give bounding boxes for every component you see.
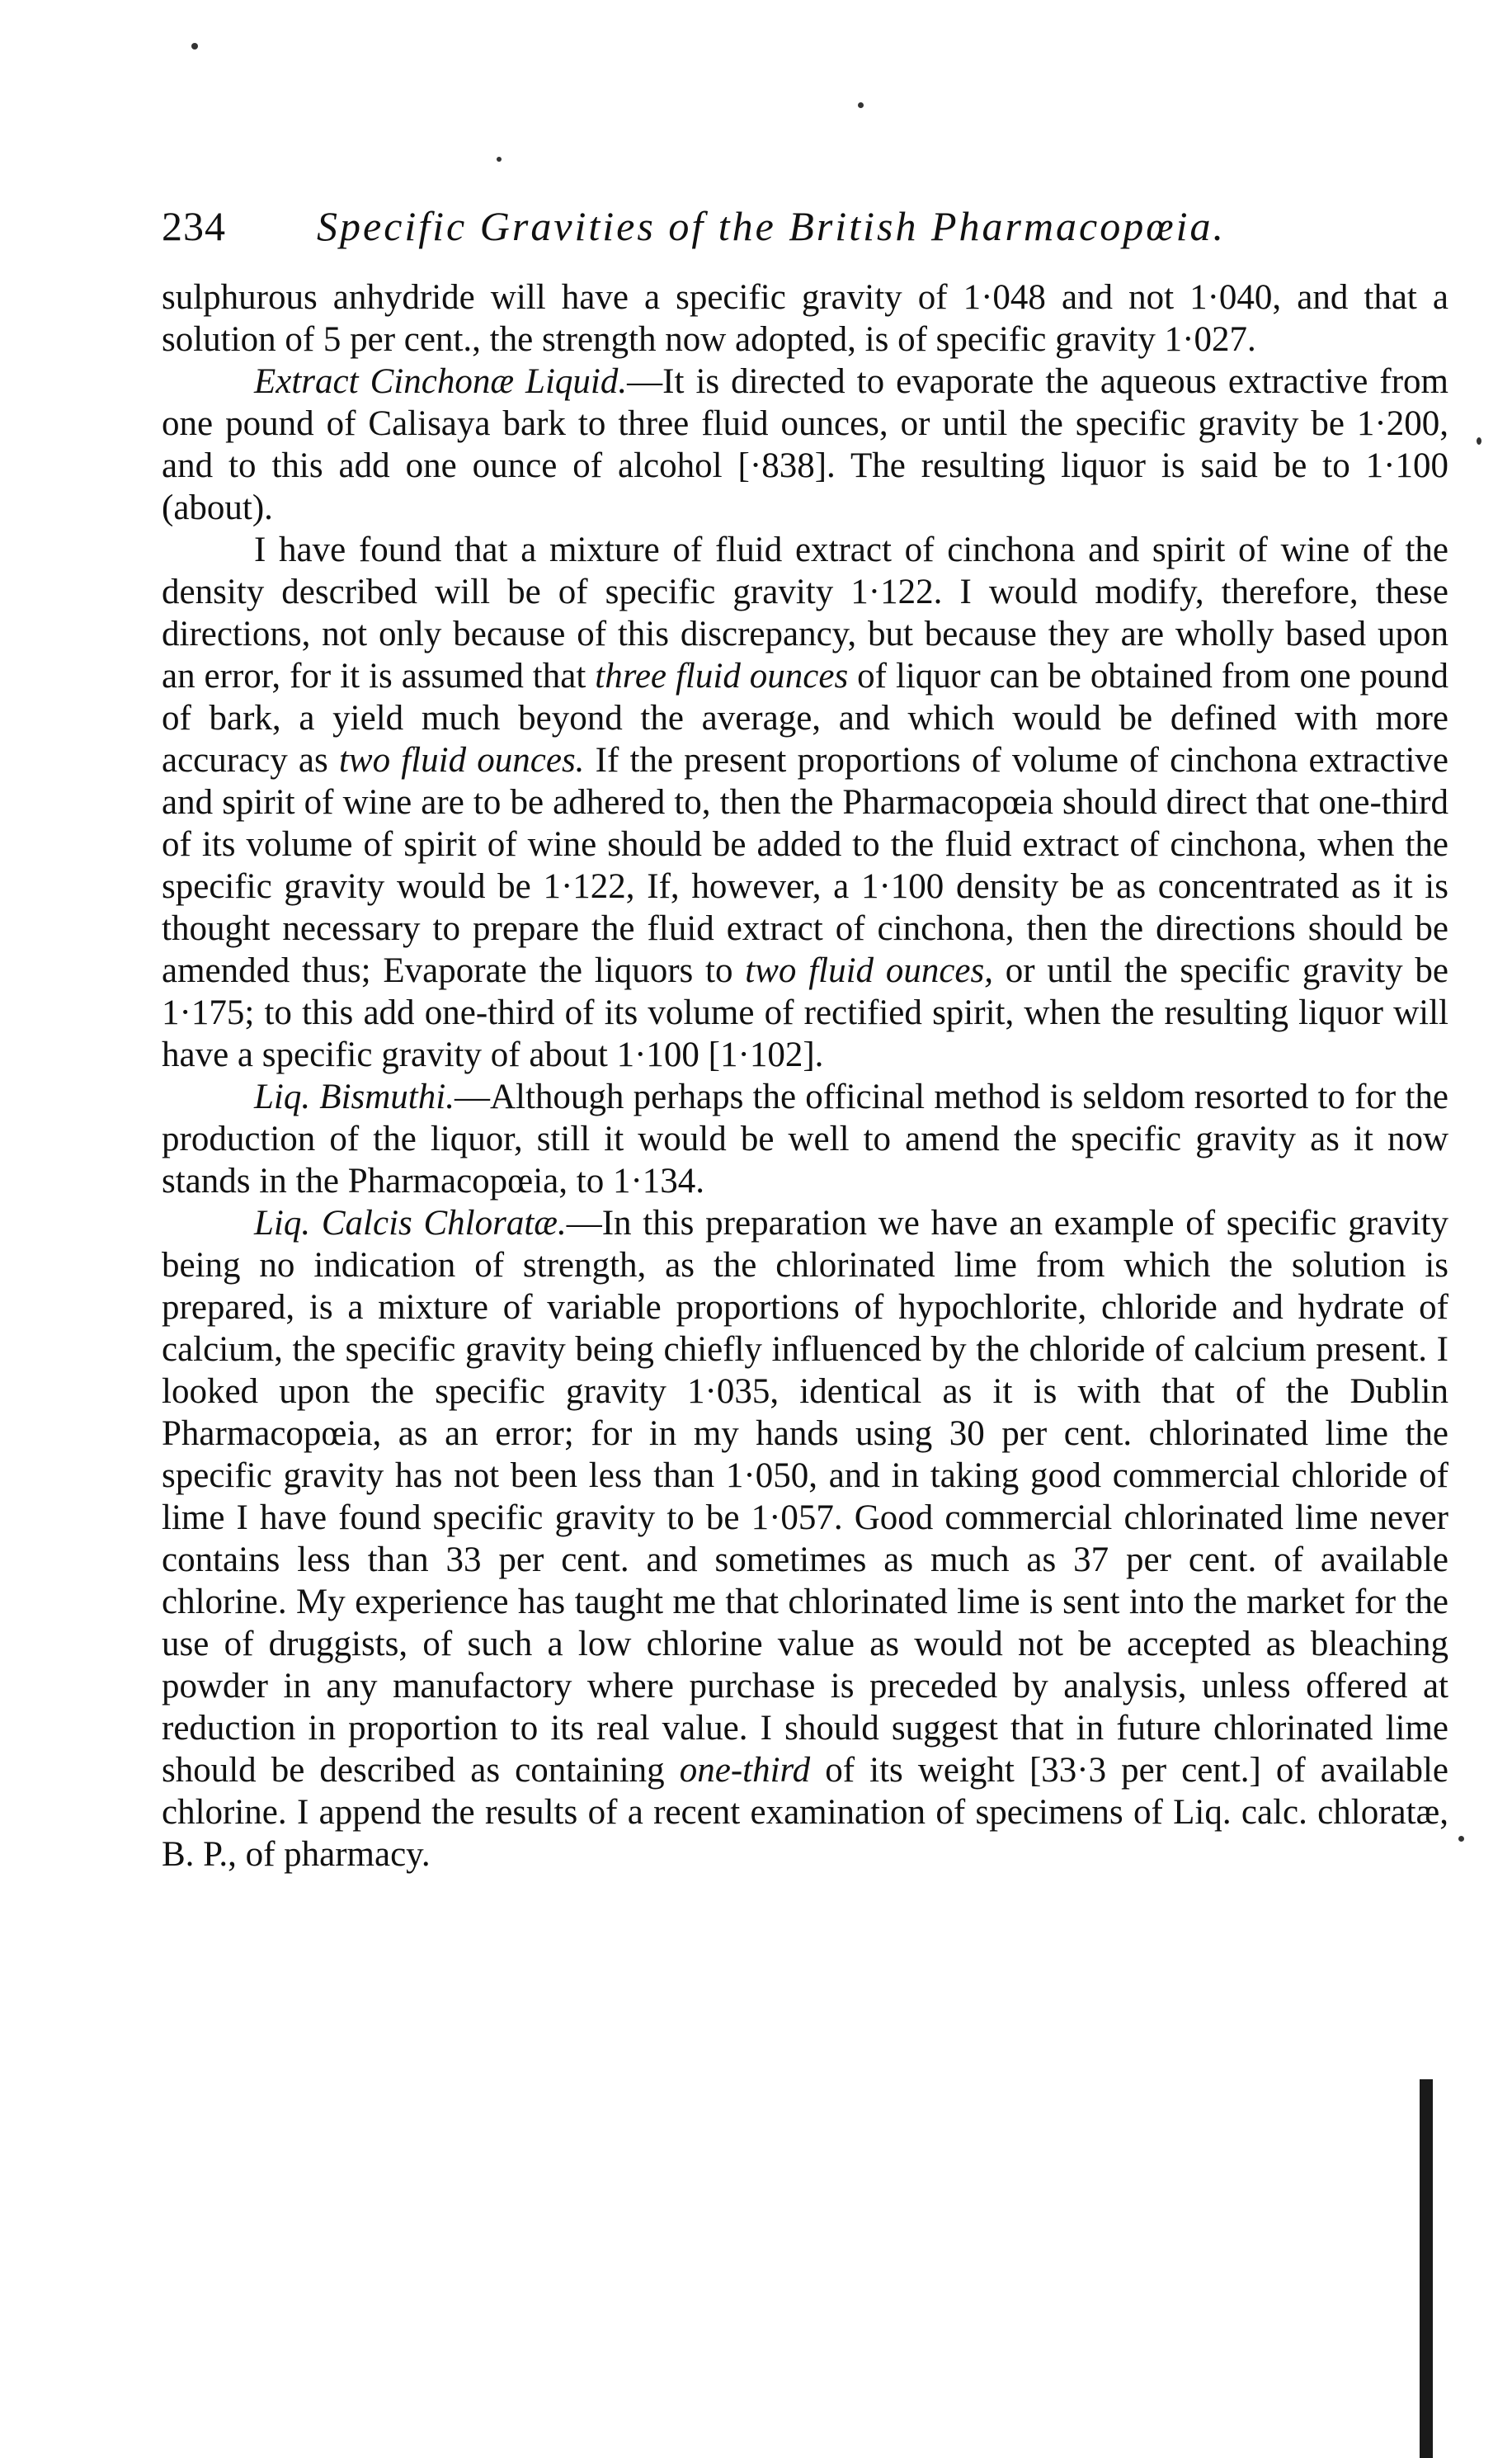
italic-text: Liq. Bismuthi.: [254, 1078, 455, 1116]
binding-shadow: [1420, 2079, 1433, 2458]
ink-speck: [1477, 437, 1481, 445]
ink-speck: [191, 43, 198, 50]
ink-speck: [858, 102, 864, 108]
ink-speck: [497, 157, 502, 162]
italic-text: Liq. Calcis Chloratæ.: [254, 1204, 567, 1243]
italic-text: one-third: [679, 1751, 811, 1790]
text-run: —Although perhaps the officinal method is seldom resorted to for the production of the liquor, still it would be well to amend the specific gravity as it now stands in the Pharmacopœia, to 1·134.: [162, 1078, 1448, 1201]
paragraph: [162, 1202, 1448, 1875]
page-header: [162, 202, 1448, 262]
text-run: —It is directed to evaporate the aqueous extractive from one pound of Calisaya bark to three fluid ounces, or until the specific gravity be 1·200, and to this add one ounce of alcohol [·838]. The resulting liquor is said be to 1·100 (about).: [162, 362, 1448, 527]
ink-speck: [1458, 1836, 1464, 1842]
italic-text: two fluid ounces.: [338, 741, 585, 780]
paragraph: [162, 529, 1448, 1076]
text-run: or until the specific gravity be 1·175; to this add one-third of its volume of rectified spirit, when the resulting liquor will have a specific gravity of about 1·100 [1·102].: [162, 951, 1448, 1074]
text-run: of liquor can be obtained from one pound of bark, a yield much beyond the average, and which would be defined with more accuracy as: [162, 657, 1448, 780]
body-text: [162, 276, 1448, 1875]
text-run: I have found that a mixture of fluid extract of cinchona and spirit of wine of the density described will be of specific gravity 1·122. I would modify, therefore, these directions, not only because of this discrepancy, but because they are wholly based upon an error, for it is assumed that: [162, 531, 1448, 696]
text-run: If the present proportions of volume of cinchona extractive and spirit of wine are to be adhered to, then the Pharmacopœia should direct that one-third of its volume of spirit of wine should be added to the fluid extract of cinchona, when the specific gravity would be 1·122, If, however, a 1·100 density be as concentrated as it is thought necessary to prepare the fluid extract of cinchona, then the directions should be amended thus; Evaporate the liquors to: [162, 741, 1449, 990]
italic-text: two fluid ounces,: [745, 951, 993, 990]
text-run: of its weight [33·3 per cent.] of available chlorine. I append the results of a recent examination of specimens of Liq. calc. chloratæ, B. P., of pharmacy.: [162, 1751, 1448, 1874]
running-head: Specific Gravities of the British Pharmacopœia.: [317, 203, 1226, 249]
italic-text: three fluid ounces: [595, 657, 849, 696]
text-run: sulphurous anhydride will have a specific gravity of 1·048 and not 1·040, and that a solution of 5 per cent., the strength now adopted, is of specific gravity 1·027.: [162, 278, 1448, 359]
paragraph: [162, 1076, 1448, 1202]
paragraph: [162, 276, 1448, 361]
text-run: —In this preparation we have an example of specific gravity being no indication of strength, as the chlorinated lime from which the solution is prepared, is a mixture of variable proportions of hypochlorite, chloride and hydrate of calcium, the specific gravity being chiefly influenced by the chloride of calcium present. I looked upon the specific gravity 1·035, identical as it is with that of the Dublin Pharmacopœia, as an error; for in my hands using 30 per cent. chlorinated lime the specific gravity has not been less than 1·050, and in taking good commercial chloride of lime I have found specific gravity to be 1·057. Good commercial chlorinated lime never contains less than 33 per cent. and sometimes as much as 37 per cent. of available chlorine. My experience has taught me that chlorinated lime is sent into the market for the use of druggists, of such a low chlorine value as would not be accepted as bleaching powder in any manufactory where purchase is preceded by analysis, unless offered at reduction in proportion to its real value. I should suggest that in future chlorinated lime should be described as containing: [162, 1204, 1448, 1790]
paragraph: [162, 361, 1448, 529]
page-number: 234: [162, 203, 226, 249]
italic-text: Extract Cinchonæ Liquid.: [254, 362, 628, 401]
